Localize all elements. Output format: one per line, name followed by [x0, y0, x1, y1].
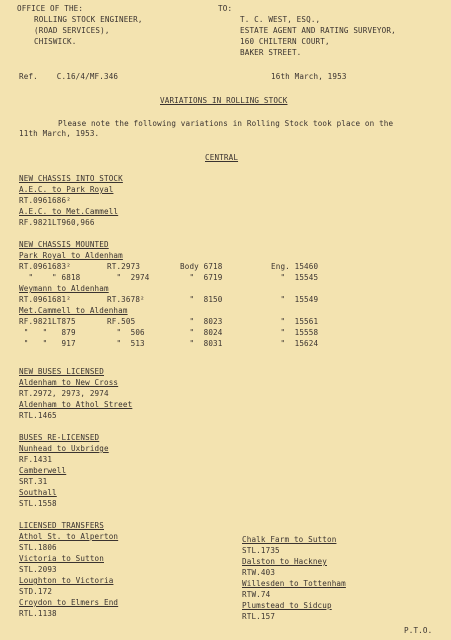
route-line: Croydon to Elmers End: [19, 598, 119, 607]
table-cell: " " 6818: [19, 273, 81, 282]
to-line-2: ESTATE AGENT AND RATING SURVEYOR,: [240, 26, 396, 35]
route-line: Dalston to Hackney: [242, 557, 327, 566]
route-line: Southall: [19, 488, 57, 497]
section-heading-buses-re-licensed: BUSES RE-LICENSED: [19, 433, 100, 442]
table-cell: " 513: [107, 339, 145, 348]
route-line: Nunhead to Uxbridge: [19, 444, 109, 453]
route-line: Plumstead to Sidcup: [242, 601, 332, 610]
vehicle-line: RTL.1138: [19, 609, 57, 618]
vehicle-line: RT.2972, 2973, 2974: [19, 389, 109, 398]
table-cell: " 8031: [180, 339, 223, 348]
route-line: Aldenham to Athol Street: [19, 400, 133, 409]
route-line: Loughton to Victoria: [19, 576, 114, 585]
section-heading-new-chassis-into-stock: NEW CHASSIS INTO STOCK: [19, 174, 123, 183]
vehicle-line: RT.0961686²: [19, 196, 71, 205]
from-line-4: CHISWICK.: [34, 37, 77, 46]
vehicle-line: RTW.74: [242, 590, 271, 599]
intro-line-2: 11th March, 1953.: [19, 129, 100, 138]
table-cell: " 15558: [271, 328, 319, 337]
table-cell: RT.0961683²: [19, 262, 71, 271]
table-cell: " 2974: [107, 273, 150, 282]
route-line: Athol St. to Alperton: [19, 532, 119, 541]
page-turn-note: P.T.O.: [404, 626, 433, 635]
memo-title: VARIATIONS IN ROLLING STOCK: [160, 96, 288, 105]
division-heading: CENTRAL: [205, 153, 239, 162]
vehicle-line: STL.1735: [242, 546, 280, 555]
table-cell: " 8023: [180, 317, 223, 326]
route-line: Chalk Farm to Sutton: [242, 535, 337, 544]
vehicle-line: RTL.157: [242, 612, 276, 621]
table-cell: " 15624: [271, 339, 319, 348]
section-heading-licensed-transfers: LICENSED TRANSFERS: [19, 521, 104, 530]
to-line-3: 160 CHILTERN COURT,: [240, 37, 330, 46]
route-line: Met.Cammell to Aldenham: [19, 306, 128, 315]
route-line: A.E.C. to Park Royal: [19, 185, 114, 194]
table-cell: " " 879: [19, 328, 76, 337]
from-line-2: ROLLING STOCK ENGINEER,: [34, 15, 143, 24]
table-cell: Eng. 15460: [271, 262, 319, 271]
from-line-1: OFFICE OF THE:: [17, 4, 84, 13]
to-label: TO:: [218, 4, 233, 13]
route-line: Camberwell: [19, 466, 67, 475]
to-line-4: BAKER STREET.: [240, 48, 302, 57]
vehicle-line: RF.1431: [19, 455, 53, 464]
table-cell: RF.9821LT875: [19, 317, 76, 326]
vehicle-line: STL.1558: [19, 499, 57, 508]
route-line: Aldenham to New Cross: [19, 378, 119, 387]
table-cell: Body 6718: [180, 262, 223, 271]
table-cell: RT.3678²: [107, 295, 145, 304]
table-cell: RF.505: [107, 317, 136, 326]
route-line: Willesden to Tottenham: [242, 579, 346, 588]
table-cell: " 15545: [271, 273, 319, 282]
table-cell: " 8024: [180, 328, 223, 337]
vehicle-line: STL.2093: [19, 565, 57, 574]
route-line: Victoria to Sutton: [19, 554, 104, 563]
memo-date: 16th March, 1953: [271, 72, 347, 81]
vehicle-line: RTW.403: [242, 568, 276, 577]
table-cell: RT.2973: [107, 262, 141, 271]
intro-line-1: Please note the following variations in Rolling Stock took place on the: [58, 119, 394, 128]
reference: Ref. C.16/4/MF.346: [19, 72, 119, 81]
table-cell: " 506: [107, 328, 145, 337]
route-line: A.E.C. to Met.Cammell: [19, 207, 119, 216]
to-line-1: T. C. WEST, ESQ.,: [240, 15, 321, 24]
section-heading-new-chassis-mounted: NEW CHASSIS MOUNTED: [19, 240, 109, 249]
table-cell: RT.0961681²: [19, 295, 71, 304]
table-cell: " 6719: [180, 273, 223, 282]
section-heading-new-buses-licensed: NEW BUSES LICENSED: [19, 367, 104, 376]
table-cell: " " 917: [19, 339, 76, 348]
route-line: Park Royal to Aldenham: [19, 251, 123, 260]
route-line: Weymann to Aldenham: [19, 284, 109, 293]
vehicle-line: STD.172: [19, 587, 53, 596]
table-cell: " 15549: [271, 295, 319, 304]
from-line-3: (ROAD SERVICES),: [34, 26, 110, 35]
vehicle-line: SRT.31: [19, 477, 48, 486]
table-cell: " 8150: [180, 295, 223, 304]
vehicle-line: RTL.1465: [19, 411, 57, 420]
vehicle-line: STL.1806: [19, 543, 57, 552]
table-cell: " 15561: [271, 317, 319, 326]
vehicle-line: RF.9821LT960,966: [19, 218, 95, 227]
